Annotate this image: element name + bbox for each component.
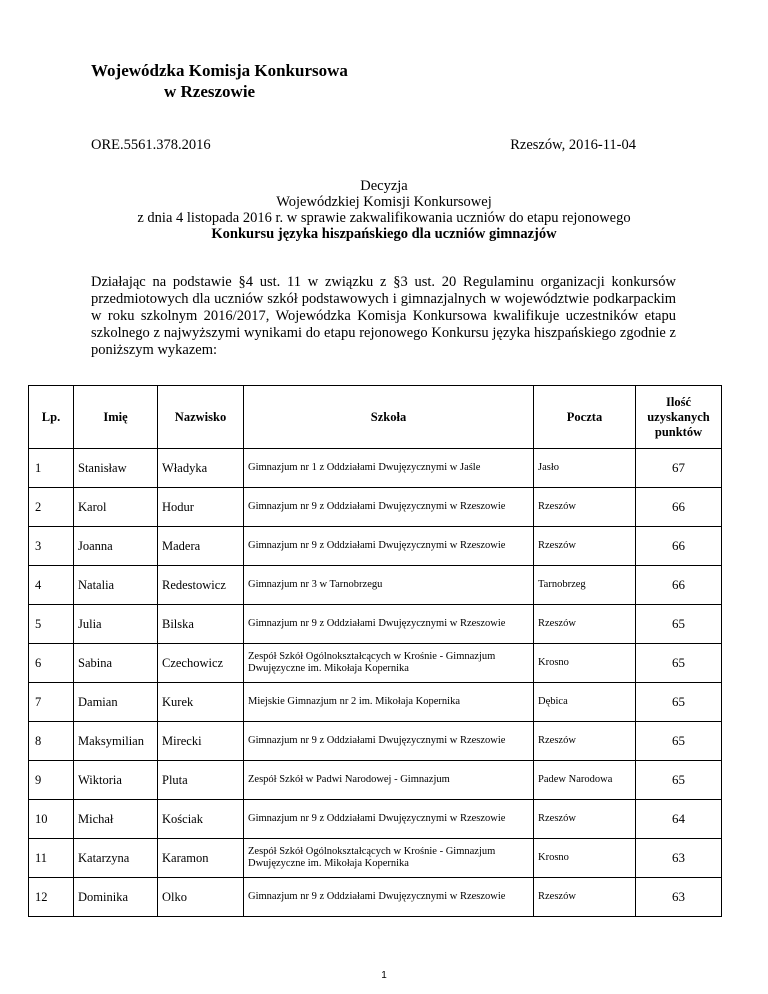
cell-first-name: Sabina [74, 644, 158, 683]
cell-last-name: Madera [158, 527, 244, 566]
organization-name [91, 60, 348, 102]
place-and-date: Rzeszów, 2016-11-04 [510, 137, 636, 153]
cell-first-name: Karol [74, 488, 158, 527]
table-row [29, 527, 722, 566]
header-last-name: Nazwisko [158, 386, 244, 449]
table-row [29, 683, 722, 722]
cell-lp: 4 [29, 566, 74, 605]
table-row [29, 878, 722, 917]
cell-town: Dębica [534, 683, 636, 722]
cell-points: 65 [636, 683, 722, 722]
cell-town: Padew Narodowa [534, 761, 636, 800]
cell-school: Gimnazjum nr 9 z Oddziałami Dwujęzycznymi w Rzeszowie [244, 800, 534, 839]
cell-points: 65 [636, 722, 722, 761]
cell-first-name: Katarzyna [74, 839, 158, 878]
cell-lp: 12 [29, 878, 74, 917]
cell-town: Jasło [534, 449, 636, 488]
cell-points: 65 [636, 761, 722, 800]
header-town: Poczta [534, 386, 636, 449]
decision-line-4: Konkursu języka hiszpańskiego dla uczniów gimnazjów [211, 226, 557, 242]
decision-line-1: Decyzja [360, 178, 408, 194]
cell-school: Gimnazjum nr 9 z Oddziałami Dwujęzycznymi w Rzeszowie [244, 878, 534, 917]
page-number: 1 [381, 970, 387, 981]
cell-last-name: Mirecki [158, 722, 244, 761]
cell-points: 63 [636, 839, 722, 878]
table-row [29, 800, 722, 839]
decision-line-2: Wojewódzkiej Komisji Konkursowej [276, 194, 492, 210]
cell-town: Rzeszów [534, 527, 636, 566]
cell-first-name: Michał [74, 800, 158, 839]
cell-first-name: Dominika [74, 878, 158, 917]
cell-town: Rzeszów [534, 878, 636, 917]
cell-lp: 11 [29, 839, 74, 878]
cell-points: 67 [636, 449, 722, 488]
cell-points: 64 [636, 800, 722, 839]
cell-first-name: Wiktoria [74, 761, 158, 800]
cell-town: Rzeszów [534, 488, 636, 527]
cell-school: Miejskie Gimnazjum nr 2 im. Mikołaja Kopernika [244, 683, 534, 722]
cell-points: 66 [636, 488, 722, 527]
cell-school: Gimnazjum nr 3 w Tarnobrzegu [244, 566, 534, 605]
header-school: Szkoła [244, 386, 534, 449]
cell-last-name: Czechowicz [158, 644, 244, 683]
cell-lp: 1 [29, 449, 74, 488]
table-row [29, 605, 722, 644]
cell-points: 63 [636, 878, 722, 917]
cell-lp: 2 [29, 488, 74, 527]
cell-points: 65 [636, 605, 722, 644]
cell-first-name: Damian [74, 683, 158, 722]
cell-last-name: Karamon [158, 839, 244, 878]
cell-town: Rzeszów [534, 800, 636, 839]
cell-first-name: Maksymilian [74, 722, 158, 761]
cell-lp: 5 [29, 605, 74, 644]
organization-line-1: Wojewódzka Komisja Konkursowa [91, 61, 348, 80]
cell-school: Zespół Szkół w Padwi Narodowej - Gimnazjum [244, 761, 534, 800]
cell-first-name: Julia [74, 605, 158, 644]
cell-last-name: Redestowicz [158, 566, 244, 605]
cell-lp: 3 [29, 527, 74, 566]
decision-line-3: z dnia 4 listopada 2016 r. w sprawie zakwalifikowania uczniów do etapu rejonowego [137, 210, 631, 226]
cell-town: Rzeszów [534, 722, 636, 761]
cell-last-name: Kurek [158, 683, 244, 722]
qualified-students-table [28, 385, 722, 917]
cell-lp: 6 [29, 644, 74, 683]
cell-school: Zespół Szkół Ogólnokształcących w Krośnie - Gimnazjum Dwujęzyczne im. Mikołaja Kopernika [244, 839, 534, 878]
table-row [29, 839, 722, 878]
cell-last-name: Olko [158, 878, 244, 917]
cell-lp: 9 [29, 761, 74, 800]
cell-school: Zespół Szkół Ogólnokształcących w Krośnie - Gimnazjum Dwujęzyczne im. Mikołaja Kopernika [244, 644, 534, 683]
cell-school: Gimnazjum nr 9 z Oddziałami Dwujęzycznymi w Rzeszowie [244, 605, 534, 644]
cell-last-name: Bilska [158, 605, 244, 644]
cell-last-name: Kościak [158, 800, 244, 839]
header-first-name: Imię [74, 386, 158, 449]
cell-town: Rzeszów [534, 605, 636, 644]
cell-first-name: Natalia [74, 566, 158, 605]
cell-school: Gimnazjum nr 1 z Oddziałami Dwujęzycznymi w Jaśle [244, 449, 534, 488]
header-lp: Lp. [29, 386, 74, 449]
cell-town: Krosno [534, 644, 636, 683]
cell-town: Krosno [534, 839, 636, 878]
cell-town: Tarnobrzeg [534, 566, 636, 605]
cell-last-name: Hodur [158, 488, 244, 527]
cell-points: 65 [636, 644, 722, 683]
cell-lp: 7 [29, 683, 74, 722]
cell-first-name: Joanna [74, 527, 158, 566]
table-row [29, 566, 722, 605]
cell-school: Gimnazjum nr 9 z Oddziałami Dwujęzycznymi w Rzeszowie [244, 527, 534, 566]
cell-lp: 10 [29, 800, 74, 839]
cell-points: 66 [636, 566, 722, 605]
header-points: Ilość uzyskanych punktów [636, 386, 722, 449]
cell-first-name: Stanisław [74, 449, 158, 488]
reference-number: ORE.5561.378.2016 [91, 137, 211, 153]
table-row [29, 761, 722, 800]
cell-last-name: Pluta [158, 761, 244, 800]
cell-lp: 8 [29, 722, 74, 761]
cell-school: Gimnazjum nr 9 z Oddziałami Dwujęzycznymi w Rzeszowie [244, 722, 534, 761]
table-row [29, 488, 722, 527]
cell-school: Gimnazjum nr 9 z Oddziałami Dwujęzycznymi w Rzeszowie [244, 488, 534, 527]
table-row [29, 449, 722, 488]
table-header-row [29, 386, 722, 449]
decision-title [0, 178, 768, 242]
table-row [29, 644, 722, 683]
organization-line-2: w Rzeszowie [164, 82, 256, 101]
table-row [29, 722, 722, 761]
intro-paragraph: Działając na podstawie §4 ust. 11 w związku z §3 ust. 20 Regulaminu organizacji konkursów przedmiotowych dla uczniów szkół podstawowych i gimnazjalnych w województwie podkarpackim w roku szkolnym 2016/2017, Wojewódzka Komisja Konkursowa kwalifikuje uczestników etapu szkolnego z najwyższymi wynikami do etapu rejonowego Konkursu języka hiszpańskiego zgodnie z poniższym wykazem: [91, 274, 676, 358]
cell-last-name: Władyka [158, 449, 244, 488]
cell-points: 66 [636, 527, 722, 566]
